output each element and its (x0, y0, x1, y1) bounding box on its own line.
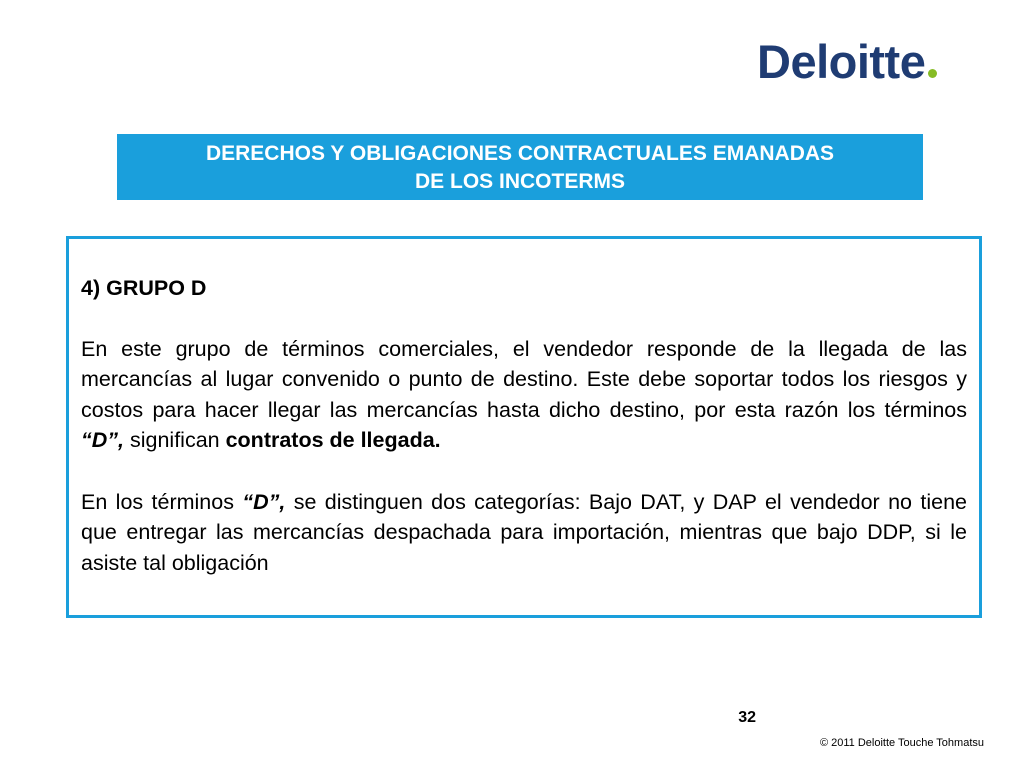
paragraph-1-bold: contratos de llegada. (225, 428, 441, 452)
page-number: 32 (738, 709, 756, 726)
paragraph-1 (81, 334, 967, 456)
paragraph-2-text-b: se distinguen dos categorías: Bajo DAT, y DAP el vendedor no tiene que entregar las mercancías despachada para importación, mientras que bajo DDP, si le asiste tal obligación (81, 489, 967, 575)
slide-title (117, 134, 923, 200)
paragraph-2 (81, 487, 967, 579)
logo-dot-icon (928, 69, 937, 78)
paragraph-1-term: “D”, (81, 428, 124, 452)
paragraph-1-text-b: significan (124, 428, 226, 452)
section-heading: 4) GRUPO D (81, 276, 207, 300)
copyright-notice: © 2011 Deloitte Touche Tohmatsu (819, 737, 984, 749)
deloitte-logo (757, 35, 937, 88)
paragraph-2-text-a: En los términos (81, 489, 243, 514)
paragraph-1-text-a: En este grupo de términos comerciales, el vendedor responde de la llegada de las mercancías al lugar convenido o punto de destino. Este debe soportar todos los riesgos y costos para hacer llegar las mercancías hasta dicho destino, por esta razón los términos (81, 336, 967, 422)
logo-text: Deloitte (757, 35, 926, 88)
slide-title-line-1: DERECHOS Y OBLIGACIONES CONTRACTUALES EMANADAS (205, 142, 835, 165)
content-box (66, 236, 982, 618)
paragraph-2-term: “D”, (242, 489, 286, 514)
slide-title-line-2: DE LOS INCOTERMS (414, 170, 625, 193)
